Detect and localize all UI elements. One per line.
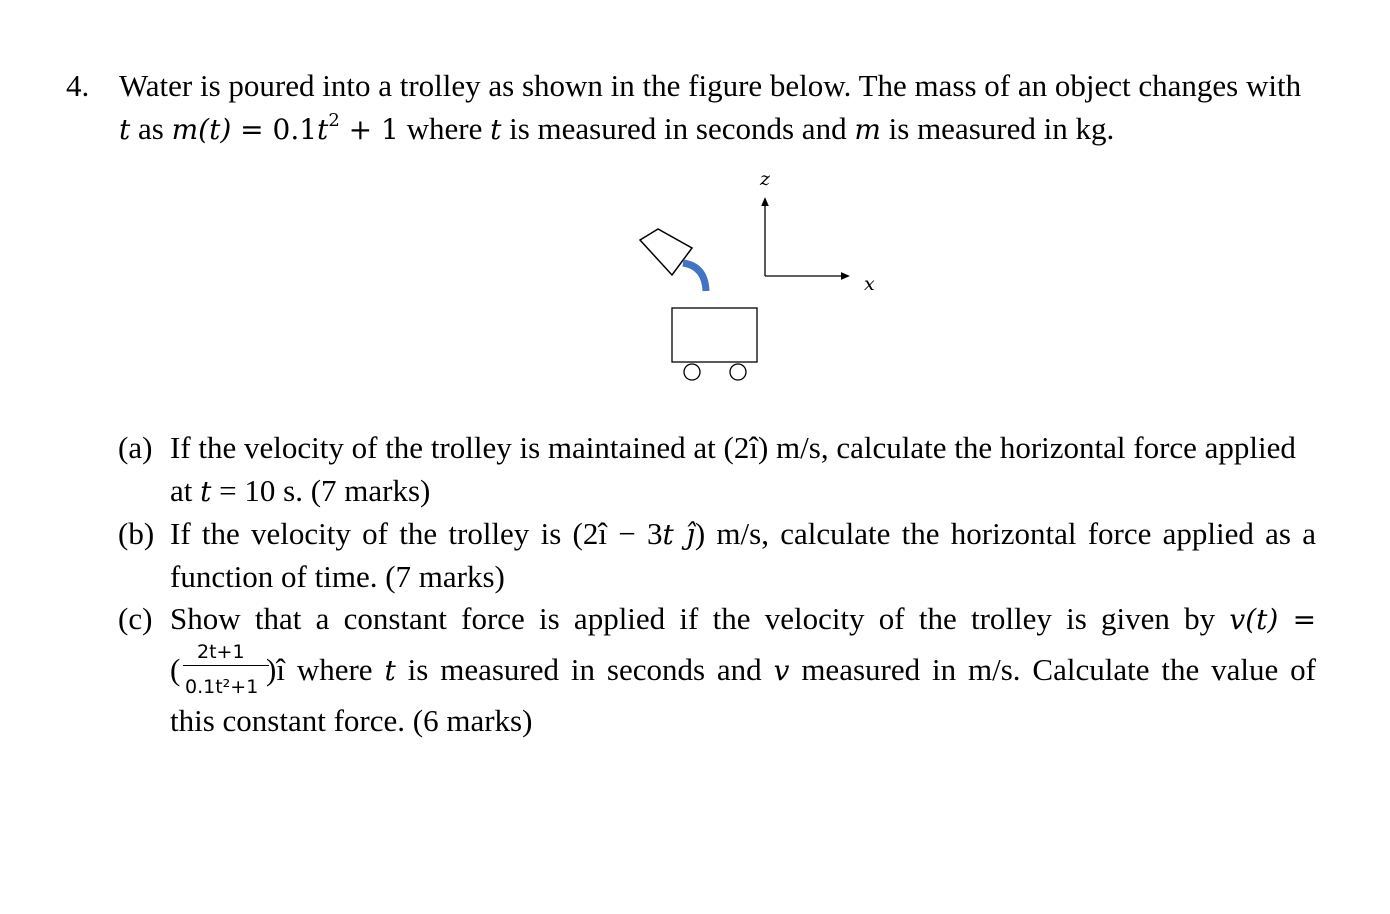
mass-eq: = 0.1 (231, 113, 318, 146)
part-c-end: measured in m/s. Calculate the value of (789, 652, 1317, 687)
part-b-label: (b) (118, 516, 155, 551)
text-at: at (170, 473, 201, 508)
close-paren-ihat: )î where (266, 652, 385, 687)
open-paren: ( (170, 652, 181, 687)
var-t: t (317, 113, 329, 146)
question-line-1: Water is poured into a trolley as shown in the figure below. The mass of an object changes with (119, 68, 1302, 103)
part-b-line-1 (170, 518, 1316, 549)
var-t: t (490, 113, 502, 146)
part-c-label: (c) (118, 601, 153, 636)
text-mid: is measured in seconds and (501, 111, 855, 146)
part-c-mid: is measured in seconds and (395, 652, 774, 687)
j-hat: ĵ (673, 518, 695, 551)
part-c-text: Show that a constant force is applied if the velocity of the trolley is given by (170, 601, 1216, 636)
part-c-line-2 (266, 654, 1316, 685)
part-a-line-1: If the velocity of the trolley is maintained at (2î) m/s, calculate the horizontal force applied (170, 430, 1296, 465)
exponent: 2 (328, 110, 340, 131)
trolley-wheel-left (684, 364, 700, 380)
trolley-wheel-right (730, 364, 746, 380)
text-end: is measured in kg. (880, 111, 1115, 146)
velocity-function: v(t) (1229, 603, 1279, 636)
mass-function: m(t) (171, 113, 232, 146)
pouring-cup (640, 229, 692, 275)
part-b-post: ) m/s, calculate the horizontal force applied as a (694, 516, 1316, 551)
part-a-line-2 (170, 475, 430, 506)
question-number: 4. (66, 68, 90, 103)
var-m: m (854, 113, 881, 146)
part-b-line-2: function of time. (7 marks) (170, 559, 505, 594)
var-v: v (773, 654, 790, 687)
z-axis-label: z (760, 168, 771, 190)
part-c-line-1 (170, 603, 1316, 634)
var-t: t (200, 475, 212, 508)
equals-sign: = (1292, 603, 1317, 636)
fraction-denominator: 0.1t²+1 (185, 676, 259, 698)
part-b-pre: If the velocity of the trolley is (2î − 3 (170, 516, 663, 551)
part-a-label: (a) (118, 430, 153, 465)
part-a-rest: = 10 s. (7 marks) (211, 473, 431, 508)
water-stream (683, 263, 706, 291)
fraction-numerator: 2t+1 (197, 641, 245, 663)
text-as: as (130, 111, 172, 146)
fraction-bar (183, 665, 269, 666)
mass-plus: + 1 (339, 113, 399, 146)
var-t: t (662, 518, 674, 551)
var-t: t (119, 113, 131, 146)
x-axis-label: x (864, 273, 875, 295)
var-t: t (384, 654, 396, 687)
text-where: where (398, 111, 491, 146)
part-c-line-3: this constant force. (6 marks) (170, 703, 533, 738)
trolley-body (672, 308, 757, 362)
